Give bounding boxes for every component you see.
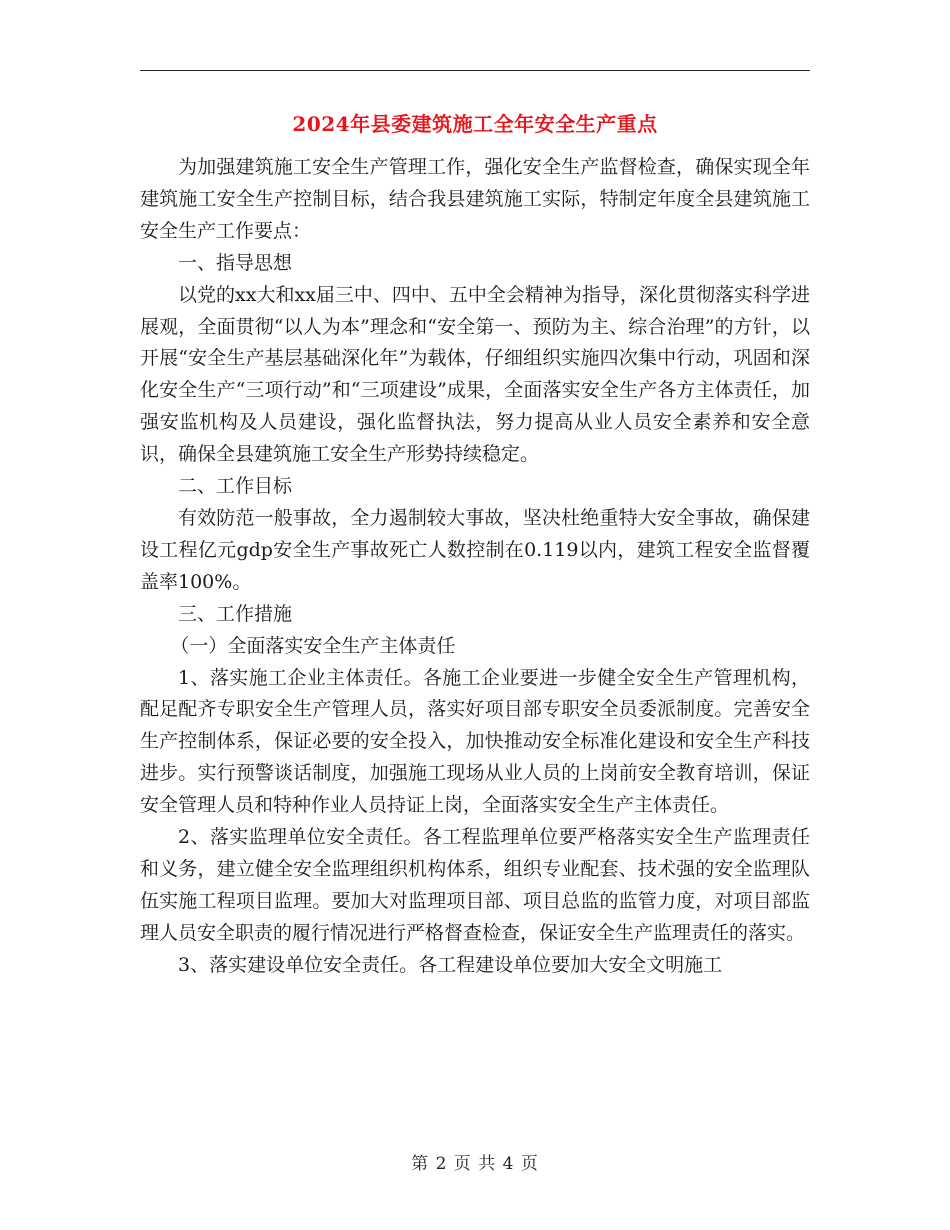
work-goals-paragraph: 有效防范一般事故，全力遏制较大事故，坚决杜绝重特大安全事故，确保建设工程亿元gdp安全生产事故死亡人数控制在0.119以内，建筑工程安全监督覆盖率100%。 bbox=[140, 506, 810, 593]
intro-paragraph: 为加强建筑施工安全生产管理工作，强化安全生产监督检查，确保实现全年建筑施工安全生产控制目标，结合我县建筑施工实际，特制定年度全县建筑施工安全生产工作要点： bbox=[140, 156, 810, 242]
document-body bbox=[140, 152, 810, 982]
document-title: 2024年县委建筑施工全年安全生产重点 bbox=[292, 112, 658, 136]
section-heading-work-goals: 二、工作目标 bbox=[178, 475, 293, 498]
measure-paragraph-construction-unit: 3、落实建设单位安全责任。各工程建设单位要加大安全文明施工 bbox=[178, 953, 723, 976]
page-number-footer: 第 2 页 共 4 页 bbox=[411, 1154, 539, 1174]
section-heading-work-measures: 三、工作措施 bbox=[178, 602, 293, 625]
subsection-heading-main-responsibility: （一）全面落实安全生产主体责任 bbox=[170, 634, 456, 657]
guiding-ideology-paragraph: 以党的xx大和xx届三中、四中、五中全会精神为指导，深化贯彻落实科学进展观，全面贯彻“以人为本”理念和“安全第一、预防为主、综合治理”的方针，以开展“安全生产基层基础深化年”为载体，仔细组织实施四次集中行动，巩固和深化安全生产“三项行动”和“三项建设”成果，全面落实安全生产各方主体责任，加强安监机构及人员建设，强化监督执法，努力提高从业人员安全素养和安全意识，确保全县建筑施工安全生产形势持续稳定。 bbox=[140, 283, 810, 466]
measure-paragraph-supervision-unit: 2、落实监理单位安全责任。各工程监理单位要严格落实安全生产监理责任和义务，建立健全安全监理组织机构体系，组织专业配套、技术强的安全监理队伍实施工程项目监理。要加大对监理项目部、项目总监的监管力度，对项目部监理人员安全职责的履行情况进行严格督查检查，保证安全生产监理责任的落实。 bbox=[140, 826, 810, 944]
header-rule bbox=[140, 70, 810, 71]
section-heading-guiding-ideology: 一、指导思想 bbox=[178, 251, 293, 274]
measure-paragraph-construction-enterprise: 1、落实施工企业主体责任。各施工企业要进一步健全安全生产管理机构，配足配齐专职安全生产管理人员，落实好项目部专职安全员委派制度。完善安全生产控制体系，保证必要的安全投入，加快推动安全标准化建设和安全生产科技进步。实行预警谈话制度，加强施工现场从业人员的上岗前安全教育培训，保证安全管理人员和特种作业人员持证上岗，全面落实安全生产主体责任。 bbox=[140, 666, 810, 817]
